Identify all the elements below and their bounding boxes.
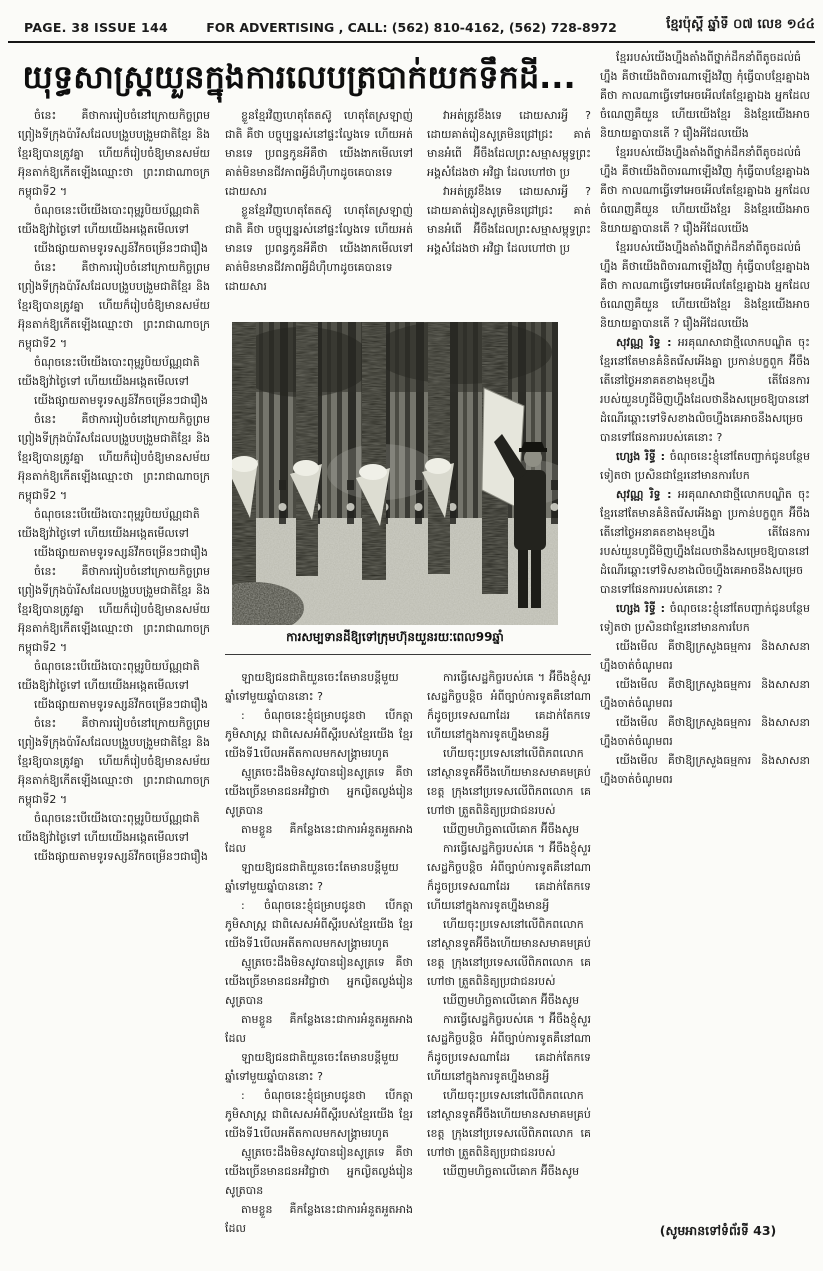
text-column-3-lower	[427, 668, 591, 1254]
paragraph: យើងមើល គឺថាឱ្យក្រសួងធម្មការ និងសាសនាហ្នឹងចាត់ចំណូមពរ	[600, 640, 810, 672]
continued-on-page-note: (សូមអានទៅទំព័រទី 43)	[618, 1219, 818, 1245]
paragraph: វាអត់ត្រូវខឹងទេ ដោយសារអ្វី ? ដោយគាត់រៀនសូត្រមិនជ្រៅជ្រះ គាត់មានអំពើ អ៊ីចឹងដែលព្រះសម្មាសម្ពុទ្ធព្រះអង្គសំដែងថា អវិជ្ជា ដែលហៅថា ប្រ	[427, 185, 591, 255]
paragraph: ស្មូត្រចេះដឹងមិនសូវបានរៀនសូត្រទេ គឺថាយើងច្រើនមានជនអវិជ្ជាថា អ្នកល្ងិតល្ងង់រៀនសូត្របាន	[225, 766, 413, 817]
text-column-4	[600, 48, 810, 1254]
paragraph: ស្មូត្រចេះដឹងមិនសូវបានរៀនសូត្រទេ គឺថាយើងច្រើនមានជនអវិជ្ជាថា អ្នកល្ងិតល្ងង់រៀនសូត្របាន	[225, 956, 413, 1007]
paragraph: យើងផ្សាយតាមទូរទស្សន៍វីកចម្រើនៗជារឿង	[34, 394, 208, 407]
paragraph: យើងមើល គឺថាឱ្យក្រសួងធម្មការ និងសាសនាហ្នឹងចាត់ចំណូមពរ	[600, 678, 810, 710]
speech-text: អរគុណសាជាថ្មីលោកបណ្ឌិត ចុះខ្មែរនៅតែមានគំនិតរើសអើងគ្នា ប្រកាន់បក្ខពួក អ៊ីចឹង តើនៅថ្ងៃអនាគតខាងមុខហ្នឹង តើផែនការរបស់យួនហូជីមិញហ្នឹងដែលថានឹងសម្រេចឱ្យបាននៅដំណើរឆ្ពោះទៅទិសខាងលិចហ្នឹងគេអាចនឹងសម្រេចបានទៅផែនការរបស់គេនោះ ?	[600, 336, 810, 444]
column-4-intro	[600, 48, 810, 333]
paragraph: : ចំណុចនេះខ្ញុំជម្រាបជូនថា បើកត្តាភូមិសាស្ត្រ ជាពិសេសអំពីស្តីរបស់ខ្មែរយើង ខ្មែរយើងទី1បើលអតីតកាលមកសង្គ្រាមរហូត	[225, 709, 413, 760]
paragraph: ខ្លួនខ្មែរវិញហេតុតែតស៊ូ ហេតុតែស្រឡាញ់ជាតិ គឺថា បច្ចុប្បន្នរស់នៅផ្ទះល្វែងទេ ហើយអត់មានទេ ប្រពន្ធកូនអីគឺថា យើងងាកមើលទៅគាត់មិនមានជីវភាពអ្វីដ៏ហ៊ឺហាដូចគេបានទេ ដោយសារ	[225, 204, 413, 293]
paragraph: ឡាយឱ្យជនជាតិយួនចេះតែមានបន្តីមួយឆ្នាំទៅមួយឆ្នាំបាននោះ ?	[225, 861, 399, 893]
paragraph: ការធ្វើសេដ្ឋកិច្ចរបស់គេ ។ អ៊ីចឹងខ្ញុំសួរសេដ្ឋកិច្ចបន្តិច អំពីច្បាប់ការទូតគឺនៅណាក៏ដូចប្រទេសណាដែរ គេដាក់តែកទេ ហើយនៅក្នុងការទូតហ្នឹងមានអ្វី	[427, 671, 591, 741]
paragraph: ឃើញមហិច្ឆតាលើគោក អ៊ីចឹងសូម	[443, 823, 580, 836]
paragraph: ចំនេះ គឺថាការរៀបចំនៅក្រោយកិច្ចព្រមព្រៀងទីក្រុងប៉ារីសដែលបង្រួបបង្រួមជាតិខ្មែរ និងខ្មែរឱ្យបានត្រូវគ្នា ហើយក៏រៀបចំឱ្យមានសម័យអ៊ុនតាក់ឱ្យកើតឡើងឈ្មោះថា ព្រះរាជាណាចក្រកម្ពុជាទី2 ។	[18, 717, 210, 806]
edition-label: ខ្មែរប៉ុស្តិ៍ ឆ្នាំទី ០៧ លេខ ១៤៤	[666, 17, 815, 32]
paragraph: ចំនេះ គឺថាការរៀបចំនៅក្រោយកិច្ចព្រមព្រៀងទីក្រុងប៉ារីសដែលបង្រួបបង្រួមជាតិខ្មែរ និងខ្មែរឱ្យបានត្រូវគ្នា ហើយក៏រៀបចំឱ្យមានសម័យអ៊ុនតាក់ឱ្យកើតឡើងឈ្មោះថា ព្រះរាជាណាចក្រកម្ពុជាទី2 ។	[18, 565, 210, 654]
paragraph: ចំណុចនេះបើយើងបោះពុម្ពរូបិយប័ណ្ណជាតិយើងឱ្យវ៉ាថ្ងៃទៅ ហើយយើងអង្កេតមើលទៅ	[18, 204, 200, 236]
paragraph: យើងផ្សាយតាមទូរទស្សន៍វីកចម្រើនៗជារឿង	[34, 242, 208, 255]
paragraph: ហើយចុះប្រទេសនៅលើពិភពលោក នៅស្ថានទូតអ៊ីចឹងហើយមានសមាគមគ្រប់ខេត្ត ក្រុងនៅប្រទេសលើពិភពលោក គេហៅថា ត្រួតពិនិត្យប្រជាជនរបស់	[427, 918, 591, 988]
text-column-1	[18, 106, 210, 1254]
speaker-name: ហ្សេង រិទ្ធី :	[616, 450, 666, 463]
header-rule	[8, 41, 815, 43]
photo-caption: ការសម្បទានដីឱ្យទៅក្រុមហ៊ុនយួនរយៈពេល99ឆ្នាំ	[286, 630, 504, 644]
paragraph: ស្មូត្រចេះដឹងមិនសូវបានរៀនសូត្រទេ គឺថាយើងច្រើនមានជនអវិជ្ជាថា អ្នកល្ងិតល្ងង់រៀនសូត្របាន	[225, 1146, 413, 1197]
paragraph: ការធ្វើសេដ្ឋកិច្ចរបស់គេ ។ អ៊ីចឹងខ្ញុំសួរសេដ្ឋកិច្ចបន្តិច អំពីច្បាប់ការទូតគឺនៅណាក៏ដូចប្រទេសណាដែរ គេដាក់តែកទេ ហើយនៅក្នុងការទូតហ្នឹងមានអ្វី	[427, 1013, 591, 1083]
paragraph: ការធ្វើសេដ្ឋកិច្ចរបស់គេ ។ អ៊ីចឹងខ្ញុំសួរសេដ្ឋកិច្ចបន្តិច អំពីច្បាប់ការទូតគឺនៅណាក៏ដូចប្រទេសណាដែរ គេដាក់តែកទេ ហើយនៅក្នុងការទូតហ្នឹងមានអ្វី	[427, 842, 591, 912]
page-issue-label: PAGE. 38 ISSUE 144	[24, 20, 168, 35]
paragraph: ចំណុចនេះបើយើងបោះពុម្ពរូបិយប័ណ្ណជាតិយើងឱ្យវ៉ាថ្ងៃទៅ ហើយយើងអង្កេតមើលទៅ	[18, 356, 200, 388]
paragraph: យើងផ្សាយតាមទូរទស្សន៍វីកចម្រើនៗជារឿង	[34, 850, 208, 863]
speech-text: អរគុណសាជាថ្មីលោកបណ្ឌិត ចុះខ្មែរនៅតែមានគំនិតរើសអើងគ្នា ប្រកាន់បក្ខពួក អ៊ីចឹង តើនៅថ្ងៃអនាគតខាងមុខហ្នឹង តើផែនការរបស់យួនហូជីមិញហ្នឹងដែលថានឹងសម្រេចឱ្យបាននៅដំណើរឆ្ពោះទៅទិសខាងលិចហ្នឹងគេអាចនឹងសម្រេចបានទៅផែនការរបស់គេនោះ ?	[600, 488, 810, 596]
paragraph: ចំនេះ គឺថាការរៀបចំនៅក្រោយកិច្ចព្រមព្រៀងទីក្រុងប៉ារីសដែលបង្រួបបង្រួមជាតិខ្មែរ និងខ្មែរឱ្យបានត្រូវគ្នា ហើយក៏រៀបចំឱ្យមានសម័យអ៊ុនតាក់ឱ្យកើតឡើងឈ្មោះថា ព្រះរាជាណាចក្រកម្ពុជាទី2 ។	[18, 109, 210, 198]
column-4-interview	[600, 333, 810, 637]
speaker-name: សុវណ្ណ រិទ្ធ :	[616, 488, 672, 501]
paragraph: : ចំណុចនេះខ្ញុំជម្រាបជូនថា បើកត្តាភូមិសាស្ត្រ ជាពិសេសអំពីស្តីរបស់ខ្មែរយើង ខ្មែរយើងទី1បើលអតីតកាលមកសង្គ្រាមរហូត	[225, 899, 413, 950]
interview-paragraph	[600, 333, 810, 447]
interview-paragraph	[600, 599, 810, 637]
paragraph: តាមខ្លួន គឺកន្លែងនេះជាការអំនួតអួតអាងដែល	[225, 823, 413, 855]
plantation-photo	[232, 322, 558, 625]
paragraph: ចំណុចនេះបើយើងបោះពុម្ពរូបិយប័ណ្ណជាតិយើងឱ្យវ៉ាថ្ងៃទៅ ហើយយើងអង្កេតមើលទៅ	[18, 508, 200, 540]
speech-text: ចំណុចនេះខ្ញុំនៅតែបញ្ជាក់ជូនបន្ថែមទៀតថា ប្រសិនជាខ្មែរនៅមានការបែក	[600, 450, 810, 482]
paragraph: វាអត់ត្រូវខឹងទេ ដោយសារអ្វី ? ដោយគាត់រៀនសូត្រមិនជ្រៅជ្រះ គាត់មានអំពើ អ៊ីចឹងដែលព្រះសម្មាសម្ពុទ្ធព្រះអង្គសំដែងថា អវិជ្ជា ដែលហៅថា ប្រ	[427, 109, 591, 179]
caption-rule	[225, 654, 591, 655]
paragraph: : ចំណុចនេះខ្ញុំជម្រាបជូនថា បើកត្តាភូមិសាស្ត្រ ជាពិសេសអំពីស្តីរបស់ខ្មែរយើង ខ្មែរយើងទី1បើលអតីតកាលមកសង្គ្រាមរហូត	[225, 1089, 413, 1140]
paragraph: យើងមើល គឺថាឱ្យក្រសួងធម្មការ និងសាសនាហ្នឹងចាត់ចំណូមពរ	[600, 754, 810, 786]
paragraph: ចំនេះ គឺថាការរៀបចំនៅក្រោយកិច្ចព្រមព្រៀងទីក្រុងប៉ារីសដែលបង្រួបបង្រួមជាតិខ្មែរ និងខ្មែរឱ្យបានត្រូវគ្នា ហើយក៏រៀបចំឱ្យមានសម័យអ៊ុនតាក់ឱ្យកើតឡើងឈ្មោះថា ព្រះរាជាណាចក្រកម្ពុជាទី2 ។	[18, 261, 210, 350]
advertising-line: FOR ADVERTISING , CALL: (562) 810-4162, (562) 728-8972	[206, 20, 617, 35]
text-column-2-lower	[225, 668, 413, 1254]
paragraph: យើងផ្សាយតាមទូរទស្សន៍វីកចម្រើនៗជារឿង	[34, 698, 208, 711]
paragraph: តាមខ្លួន គឺកន្លែងនេះជាការអំនួតអួតអាងដែល	[225, 1203, 413, 1235]
paragraph: ខ្លួនខ្មែរវិញហេតុតែតស៊ូ ហេតុតែស្រឡាញ់ជាតិ គឺថា បច្ចុប្បន្នរស់នៅផ្ទះល្វែងទេ ហើយអត់មានទេ ប្រពន្ធកូនអីគឺថា យើងងាកមើលទៅគាត់មិនមានជីវភាពអ្វីដ៏ហ៊ឺហាដូចគេបានទេ ដោយសារ	[225, 109, 413, 198]
column-4-closing	[600, 637, 810, 789]
paragraph: ខ្មែររបស់យើងហ្នឹងតាំងពីថ្នាក់ដឹកនាំពីតូចដល់ធំហ្នឹង គឺថាយើងពិចារណាឡើងវិញ កុំធ្វើបាបខ្មែរគ្នាឯង គឺថា កាលណាធ្វើទៅអេចអើលតែខ្មែរគ្នាឯង អ្នកដែលចំណេញគឺយួន ហើយយើងខ្មែរ និងខ្មែរយើងអាចនិយាយគ្នាបានតើ ? រឿងអីដែលយើង	[600, 146, 810, 235]
paragraph: ឡាយឱ្យជនជាតិយួនចេះតែមានបន្តីមួយឆ្នាំទៅមួយឆ្នាំបាននោះ ?	[225, 671, 399, 703]
interview-paragraph	[600, 447, 810, 485]
paragraph: ឃើញមហិច្ឆតាលើគោក អ៊ីចឹងសូម	[443, 994, 580, 1007]
paragraph: ខ្មែររបស់យើងហ្នឹងតាំងពីថ្នាក់ដឹកនាំពីតូចដល់ធំហ្នឹង គឺថាយើងពិចារណាឡើងវិញ កុំធ្វើបាបខ្មែរគ្នាឯង គឺថា កាលណាធ្វើទៅអេចអើលតែខ្មែរគ្នាឯង អ្នកដែលចំណេញគឺយួន ហើយយើងខ្មែរ និងខ្មែរយើងអាចនិយាយគ្នាបានតើ ? រឿងអីដែលយើង	[600, 241, 810, 330]
paragraph: យើងមើល គឺថាឱ្យក្រសួងធម្មការ និងសាសនាហ្នឹងចាត់ចំណូមពរ	[600, 716, 810, 748]
paragraph: ចំណុចនេះបើយើងបោះពុម្ពរូបិយប័ណ្ណជាតិយើងឱ្យវ៉ាថ្ងៃទៅ ហើយយើងអង្កេតមើលទៅ	[18, 660, 200, 692]
paragraph: ចំណុចនេះបើយើងបោះពុម្ពរូបិយប័ណ្ណជាតិយើងឱ្យវ៉ាថ្ងៃទៅ ហើយយើងអង្កេតមើលទៅ	[18, 812, 200, 844]
speaker-name: សុវណ្ណ រិទ្ធ :	[616, 336, 672, 349]
speech-text: ចំណុចនេះខ្ញុំនៅតែបញ្ជាក់ជូនបន្ថែមទៀតថា ប្រសិនជាខ្មែរនៅមានការបែក	[600, 602, 810, 634]
paragraph: ឃើញមហិច្ឆតាលើគោក អ៊ីចឹងសូម	[443, 1165, 580, 1178]
paragraph: ហើយចុះប្រទេសនៅលើពិភពលោក នៅស្ថានទូតអ៊ីចឹងហើយមានសមាគមគ្រប់ខេត្ត ក្រុងនៅប្រទេសលើពិភពលោក គេហៅថា ត្រួតពិនិត្យប្រជាជនរបស់	[427, 1089, 591, 1159]
interview-paragraph	[600, 485, 810, 599]
paragraph: ខ្មែររបស់យើងហ្នឹងតាំងពីថ្នាក់ដឹកនាំពីតូចដល់ធំហ្នឹង គឺថាយើងពិចារណាឡើងវិញ កុំធ្វើបាបខ្មែរគ្នាឯង គឺថា កាលណាធ្វើទៅអេចអើលតែខ្មែរគ្នាឯង អ្នកដែលចំណេញគឺយួន ហើយយើងខ្មែរ និងខ្មែរយើងអាចនិយាយគ្នាបានតើ ? រឿងអីដែលយើង	[600, 51, 810, 140]
paragraph: យើងផ្សាយតាមទូរទស្សន៍វីកចម្រើនៗជារឿង	[34, 546, 208, 559]
article-headline: យុទ្ធសាស្ត្រយួនក្នុងការលេបត្របាក់យកទឹកដី...	[22, 58, 576, 96]
text-column-2-upper	[225, 106, 413, 320]
paragraph: ហើយចុះប្រទេសនៅលើពិភពលោក នៅស្ថានទូតអ៊ីចឹងហើយមានសមាគមគ្រប់ខេត្ត ក្រុងនៅប្រទេសលើពិភពលោក គេហៅថា ត្រួតពិនិត្យប្រជាជនរបស់	[427, 747, 591, 817]
paragraph: ឡាយឱ្យជនជាតិយួនចេះតែមានបន្តីមួយឆ្នាំទៅមួយឆ្នាំបាននោះ ?	[225, 1051, 399, 1083]
paragraph: ចំនេះ គឺថាការរៀបចំនៅក្រោយកិច្ចព្រមព្រៀងទីក្រុងប៉ារីសដែលបង្រួបបង្រួមជាតិខ្មែរ និងខ្មែរឱ្យបានត្រូវគ្នា ហើយក៏រៀបចំឱ្យមានសម័យអ៊ុនតាក់ឱ្យកើតឡើងឈ្មោះថា ព្រះរាជាណាចក្រកម្ពុជាទី2 ។	[18, 413, 210, 502]
text-column-3-upper	[427, 106, 591, 320]
speaker-name: ហ្សេង រិទ្ធី :	[616, 602, 666, 615]
paragraph: តាមខ្លួន គឺកន្លែងនេះជាការអំនួតអួតអាងដែល	[225, 1013, 413, 1045]
